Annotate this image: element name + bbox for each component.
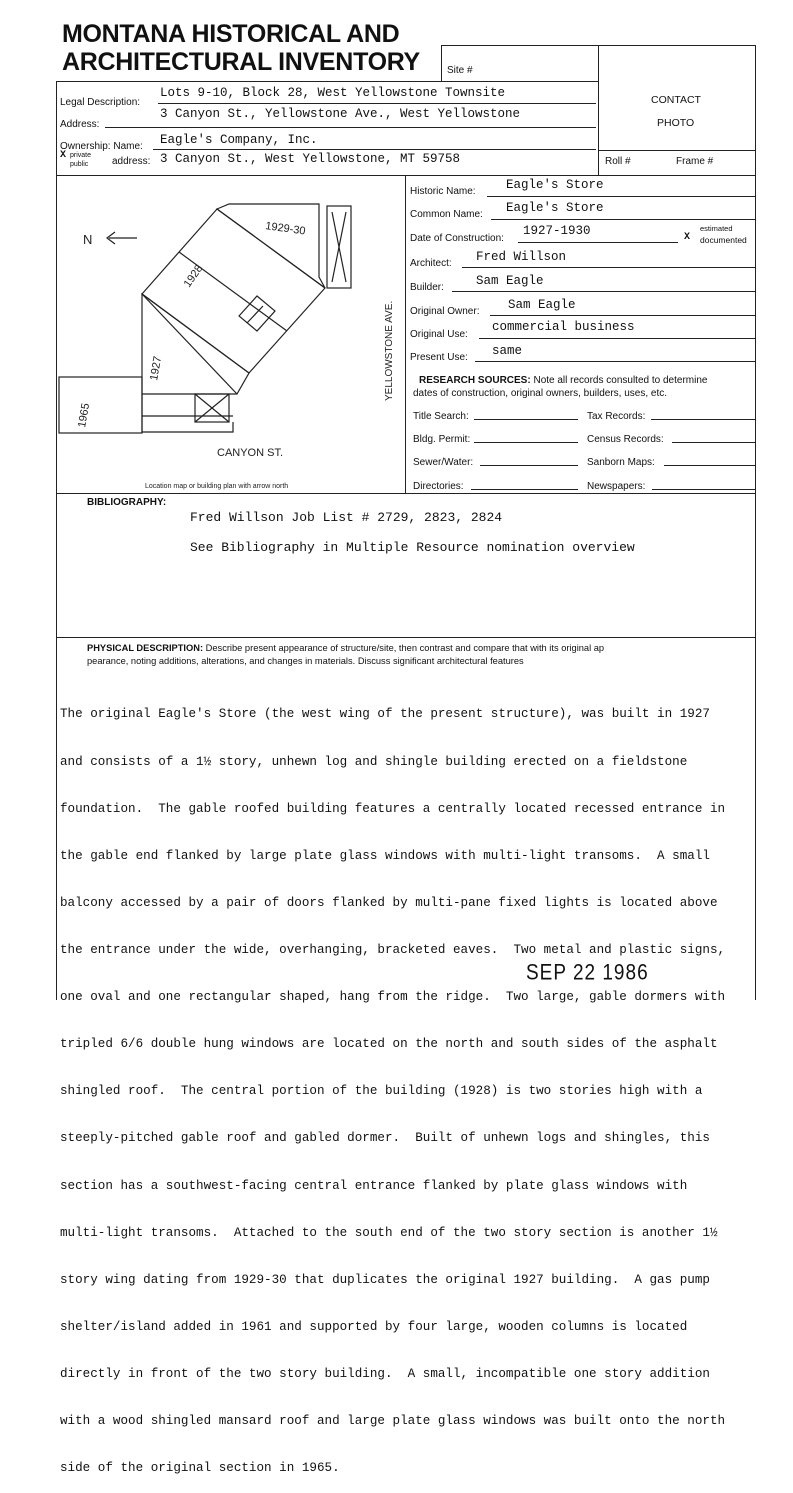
description-line: shingled roof. The central portion of the building (1928) is two stories high with a bbox=[60, 1084, 703, 1099]
sanborn-maps-label: Sanborn Maps: bbox=[587, 457, 655, 468]
original-owner-value: Sam Eagle bbox=[508, 298, 576, 312]
bldg-permit-label: Bldg. Permit: bbox=[413, 434, 471, 445]
description-line: multi-light transoms. Attached to the south end of the two story section is another 1½ bbox=[60, 1225, 718, 1240]
common-name-label: Common Name: bbox=[410, 209, 483, 220]
directories-label: Directories: bbox=[413, 481, 464, 492]
form-title bbox=[62, 20, 420, 76]
documented-label: documented bbox=[700, 235, 747, 245]
present-use-label: Present Use: bbox=[410, 352, 468, 363]
owner-address-value: 3 Canyon St., West Yellowstone, MT 59758 bbox=[160, 152, 461, 166]
historic-name-label: Historic Name: bbox=[410, 186, 476, 197]
original-use-underline bbox=[479, 338, 755, 339]
estimated-label: estimated bbox=[700, 224, 733, 233]
physical-intro-text-1: Describe present appearance of structure/site, then contrast and compare that with its original ap bbox=[205, 643, 605, 653]
address-label: Address: bbox=[60, 119, 100, 130]
directories-line bbox=[471, 489, 578, 490]
bldg-permit-line bbox=[474, 442, 578, 443]
original-owner-label: Original Owner: bbox=[410, 306, 480, 317]
census-records-line bbox=[672, 442, 755, 443]
contact-label: CONTACT bbox=[651, 94, 701, 106]
tax-records-line bbox=[651, 419, 755, 420]
description-line: and consists of a 1½ story, unhewn log and shingle building erected on a fieldstone bbox=[60, 754, 688, 769]
description-line: side of the original section in 1965. bbox=[60, 1461, 340, 1476]
frame-top bbox=[56, 81, 599, 82]
description-line: tripled 6/6 double hung windows are located on the north and south sides of the asphalt bbox=[60, 1037, 718, 1052]
sanborn-maps-line bbox=[664, 465, 755, 466]
description-line: story wing dating from 1929-30 that duplicates the original 1927 building. A gas pump bbox=[60, 1272, 710, 1287]
private-label: private bbox=[70, 152, 92, 159]
site-label: Site # bbox=[447, 65, 473, 76]
description-line: one oval and one rectangular shaped, hang from the ridge. Two large, gable dormers with bbox=[60, 990, 726, 1005]
research-note-1: Note all records consulted to determine bbox=[533, 375, 708, 386]
photo-box-left bbox=[598, 45, 599, 175]
site-box-left bbox=[441, 45, 442, 81]
public-label: public bbox=[70, 161, 89, 168]
sewer-water-line bbox=[480, 465, 578, 466]
address-value: 3 Canyon St., Yellowstone Ave., West Yellowstone bbox=[160, 107, 521, 121]
yellowstone-ave-label: YELLOWSTONE AVE. bbox=[384, 300, 395, 401]
documented-check: X bbox=[684, 232, 691, 243]
date-label: Date of Construction: bbox=[410, 233, 504, 244]
photo-box-right bbox=[755, 45, 756, 175]
photo-label: PHOTO bbox=[657, 117, 695, 129]
original-use-value: commercial business bbox=[492, 320, 635, 334]
research-title: RESEARCH SOURCES: bbox=[419, 375, 531, 386]
description-line: section has a southwest-facing central entrance flanked by plate glass windows with bbox=[60, 1178, 688, 1193]
date-underline bbox=[518, 242, 678, 243]
present-use-underline bbox=[475, 361, 755, 362]
builder-underline bbox=[452, 291, 755, 292]
dormer-detail bbox=[239, 296, 275, 331]
description-line: steeply-pitched gable roof and gabled dormer. Built of unhewn logs and shingles, this bbox=[60, 1131, 710, 1146]
tax-records-label: Tax Records: bbox=[587, 411, 646, 422]
roll-label: Roll # bbox=[605, 156, 631, 167]
lower-block bbox=[142, 394, 233, 432]
section-1929 bbox=[217, 204, 325, 288]
date-value: 1927-1930 bbox=[523, 224, 591, 238]
title-line-1: MONTANA HISTORICAL AND bbox=[62, 20, 400, 48]
legal-value: Lots 9-10, Block 28, West Yellowstone Townsite bbox=[160, 86, 506, 100]
legal-underline bbox=[158, 103, 596, 104]
census-records-label: Census Records: bbox=[587, 434, 664, 445]
roll-line bbox=[598, 150, 756, 151]
title-line-2: ARCHITECTURAL INVENTORY bbox=[62, 48, 420, 76]
description-line: the gable end flanked by large plate glass windows with multi-light transoms. A small bbox=[60, 848, 710, 863]
map-divider bbox=[405, 175, 406, 493]
common-name-value: Eagle's Store bbox=[506, 201, 604, 215]
label-1929: 1929-30 bbox=[264, 220, 307, 238]
architect-value: Fred Willson bbox=[476, 250, 567, 264]
building-plan-map bbox=[57, 176, 405, 492]
research-note-2: dates of construction, original owners, builders, uses, etc. bbox=[413, 388, 668, 399]
canyon-street-label: CANYON ST. bbox=[217, 447, 284, 459]
description-line: with a wood shingled mansard roof and large plate glass windows was built onto the north bbox=[60, 1414, 726, 1429]
map-caption: Location map or building plan with arrow north bbox=[145, 483, 289, 490]
received-date-stamp: SEP 22 1986 bbox=[526, 961, 649, 986]
newspapers-line bbox=[652, 489, 755, 490]
builder-label: Builder: bbox=[410, 282, 444, 293]
legal-label: Legal Description: bbox=[60, 97, 141, 108]
original-use-label: Original Use: bbox=[410, 329, 468, 340]
bibliography-bottom bbox=[56, 637, 756, 638]
research-heading bbox=[419, 375, 707, 386]
historic-name-underline bbox=[487, 196, 755, 197]
title-search-label: Title Search: bbox=[413, 411, 469, 422]
dormer-ridge bbox=[247, 306, 263, 323]
description-line: The original Eagle's Store (the west wing of the present structure), was built in 1927 bbox=[60, 707, 710, 722]
map-bottom bbox=[56, 493, 756, 494]
builder-value: Sam Eagle bbox=[476, 274, 544, 288]
ownership-underline bbox=[153, 149, 596, 150]
historic-name-value: Eagle's Store bbox=[506, 178, 604, 192]
architect-label: Architect: bbox=[410, 258, 452, 269]
newspapers-label: Newspapers: bbox=[587, 481, 646, 492]
description-line: balcony accessed by a pair of doors flanked by multi-pane fixed lights is located above bbox=[60, 895, 718, 910]
bibliography-line-1: Fred Willson Job List # 2729, 2823, 2824 bbox=[190, 510, 503, 525]
label-1927: 1927 bbox=[148, 355, 165, 382]
label-1965: 1965 bbox=[76, 402, 93, 429]
bibliography-line-2: See Bibliography in Multiple Resource nomination overview bbox=[190, 540, 635, 555]
description-line: the entrance under the wide, overhanging, bracketed eaves. Two metal and plastic signs, bbox=[60, 942, 726, 957]
title-search-line bbox=[474, 419, 578, 420]
present-use-value: same bbox=[492, 344, 523, 358]
description-line: shelter/island added in 1961 and supported by four large, wooden columns is located bbox=[60, 1319, 688, 1334]
physical-description-text bbox=[60, 676, 760, 1493]
original-owner-underline bbox=[490, 315, 755, 316]
private-check: X bbox=[60, 150, 67, 161]
bibliography-heading: BIBLIOGRAPHY: bbox=[87, 497, 167, 508]
section-1965 bbox=[59, 377, 142, 433]
sewer-water-label: Sewer/Water: bbox=[413, 457, 474, 468]
physical-intro-2: pearance, noting additions, alterations, and changes in materials. Discuss significant architectural features bbox=[87, 656, 524, 666]
physical-intro-1 bbox=[87, 643, 604, 653]
common-name-underline bbox=[491, 219, 755, 220]
ownership-value: Eagle's Company, Inc. bbox=[160, 133, 318, 147]
north-label: N bbox=[83, 232, 93, 247]
architect-underline bbox=[462, 267, 755, 268]
description-line: foundation. The gable roofed building features a centrally located recessed entrance in bbox=[60, 801, 726, 816]
label-1928: 1928 bbox=[181, 262, 206, 290]
address-underline bbox=[105, 127, 596, 128]
physical-heading: PHYSICAL DESCRIPTION: bbox=[87, 643, 204, 653]
description-line: directly in front of the two story building. A small, incompatible one story addition bbox=[60, 1366, 710, 1381]
ownership-label: Ownership: Name: bbox=[60, 141, 143, 152]
frame-label: Frame # bbox=[676, 156, 714, 167]
owner-address-label: address: bbox=[112, 156, 151, 167]
